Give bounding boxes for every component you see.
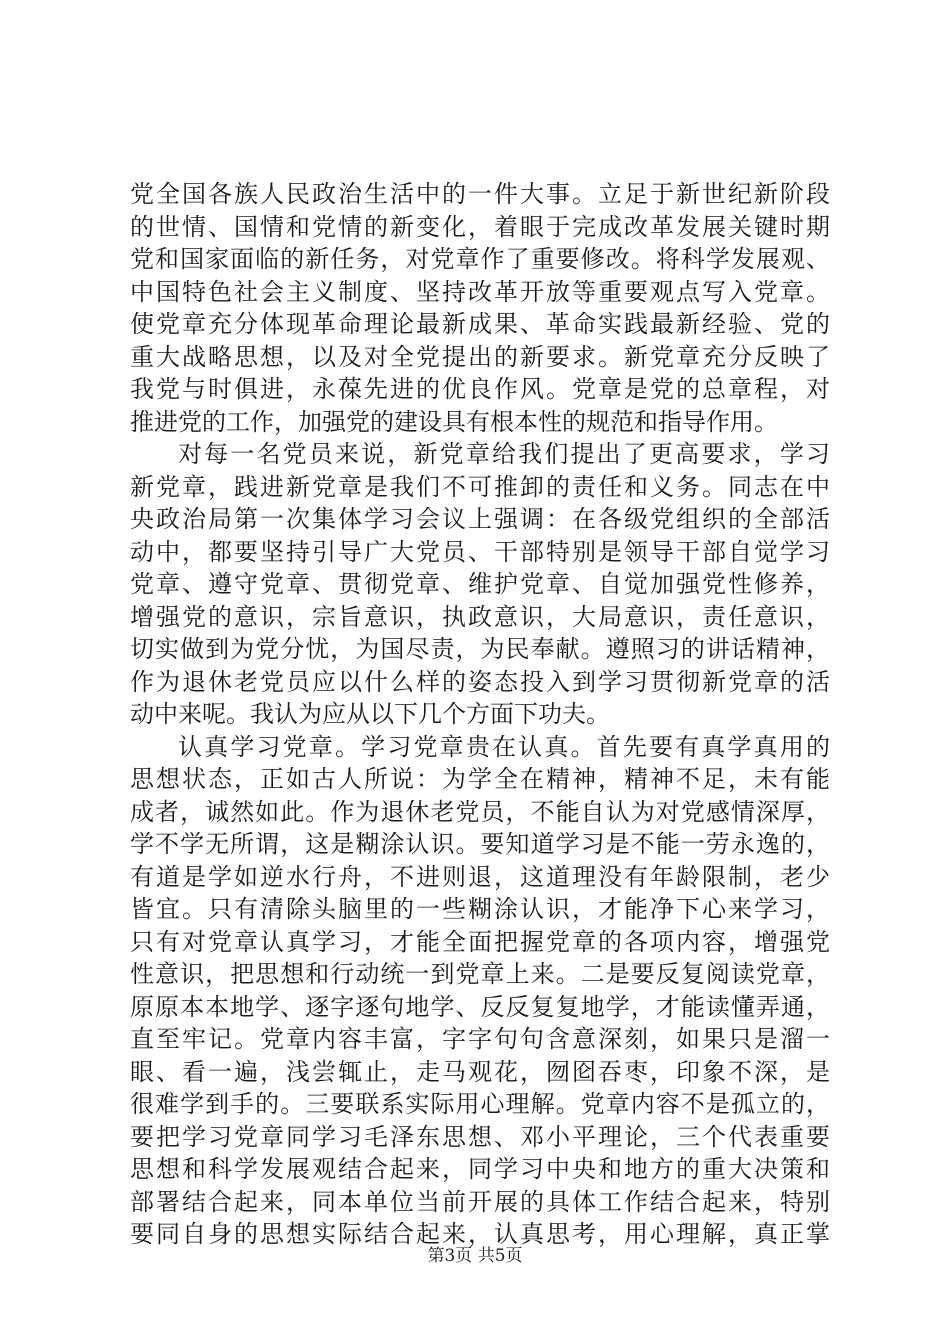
text-line: 皆宜。只有清除头脑里的一些糊涂认识，才能净下心来学习，	[130, 895, 830, 923]
text-line: 思想和科学发展观结合起来，同学习中央和地方的重大决策和	[130, 1155, 830, 1183]
text-line: 新党章，践进新党章是我们不可推卸的责任和义务。同志在中	[130, 472, 830, 501]
text-line: 只有对党章认真学习，才能全面把握党章的各项内容，增强党	[130, 927, 830, 956]
text-line: 党章、遵守党章、贯彻党章、维护党章、自觉加强党性修养，	[130, 570, 830, 598]
text-line: 认真学习党章。学习党章贵在认真。首先要有真学真用的	[178, 732, 830, 761]
text-line: 性意识，把思想和行动统一到党章上来。二是要反复阅读党章，	[130, 960, 830, 988]
text-line: 动中，都要坚持引导广大党员、干部特别是领导干部自觉学习	[130, 537, 830, 566]
page-footer: 第3页 共5页	[427, 1246, 523, 1266]
text-line: 增强党的意识，宗旨意识，执政意识，大局意识，责任意识，	[130, 602, 830, 631]
text-line: 推进党的工作，加强党的建设具有根本性的规范和指导作用。	[130, 407, 778, 436]
text-line: 作为退休老党员应以什么样的姿态投入到学习贯彻新党章的活	[130, 667, 830, 696]
text-line: 原原本本地学、逐字逐句地学、反反复复地学，才能读懂弄通，	[130, 992, 830, 1021]
text-line: 央政治局第一次集体学习会议上强调：在各级党组织的全部活	[130, 505, 830, 533]
text-line: 党全国各族人民政治生活中的一件大事。立足于新世纪新阶段	[130, 180, 830, 208]
text-line: 成者，诚然如此。作为退休老党员，不能自认为对党感情深厚，	[130, 797, 830, 826]
text-line: 重大战略思想，以及对全党提出的新要求。新党章充分反映了	[130, 342, 830, 371]
text-line: 眼、看一遍，浅尝辄止，走马观花，囫囵吞枣，印象不深，是	[130, 1057, 830, 1086]
text-line: 直至牢记。党章内容丰富，字字句句含意深刻，如果只是溜一	[130, 1025, 830, 1053]
text-line: 的世情、国情和党情的新变化，着眼于完成改革发展关键时期	[130, 212, 830, 241]
text-line: 对每一名党员来说，新党章给我们提出了更高要求，学习	[178, 440, 830, 468]
text-line: 切实做到为党分忧，为国尽责，为民奉献。遵照习的讲话精神，	[130, 635, 830, 663]
text-line: 要同自身的思想实际结合起来，认真思考，用心理解，真正掌	[130, 1220, 830, 1248]
text-line: 有道是学如逆水行舟，不进则退，这道理没有年龄限制，老少	[130, 862, 830, 891]
text-line: 部署结合起来，同本单位当前开展的具体工作结合起来，特别	[130, 1187, 830, 1216]
text-line: 中国特色社会主义制度、坚持改革开放等重要观点写入党章。	[130, 277, 830, 306]
text-line: 我党与时俱进，永葆先进的优良作风。党章是党的总章程，对	[130, 375, 830, 403]
text-line: 动中来呢。我认为应从以下几个方面下功夫。	[130, 700, 610, 728]
text-line: 学不学无所谓，这是糊涂认识。要知道学习是不能一劳永逸的，	[130, 830, 830, 858]
text-line: 很难学到手的。三要联系实际用心理解。党章内容不是孤立的，	[130, 1090, 830, 1118]
text-line: 党和国家面临的新任务，对党章作了重要修改。将科学发展观、	[130, 245, 830, 273]
text-line: 要把学习党章同学习毛泽东思想、邓小平理论，三个代表重要	[130, 1122, 830, 1151]
document-body	[130, 178, 830, 1251]
text-line: 思想状态，正如古人所说：为学全在精神，精神不足，未有能	[130, 765, 830, 793]
text-line: 使党章充分体现革命理论最新成果、革命实践最新经验、党的	[130, 310, 830, 338]
